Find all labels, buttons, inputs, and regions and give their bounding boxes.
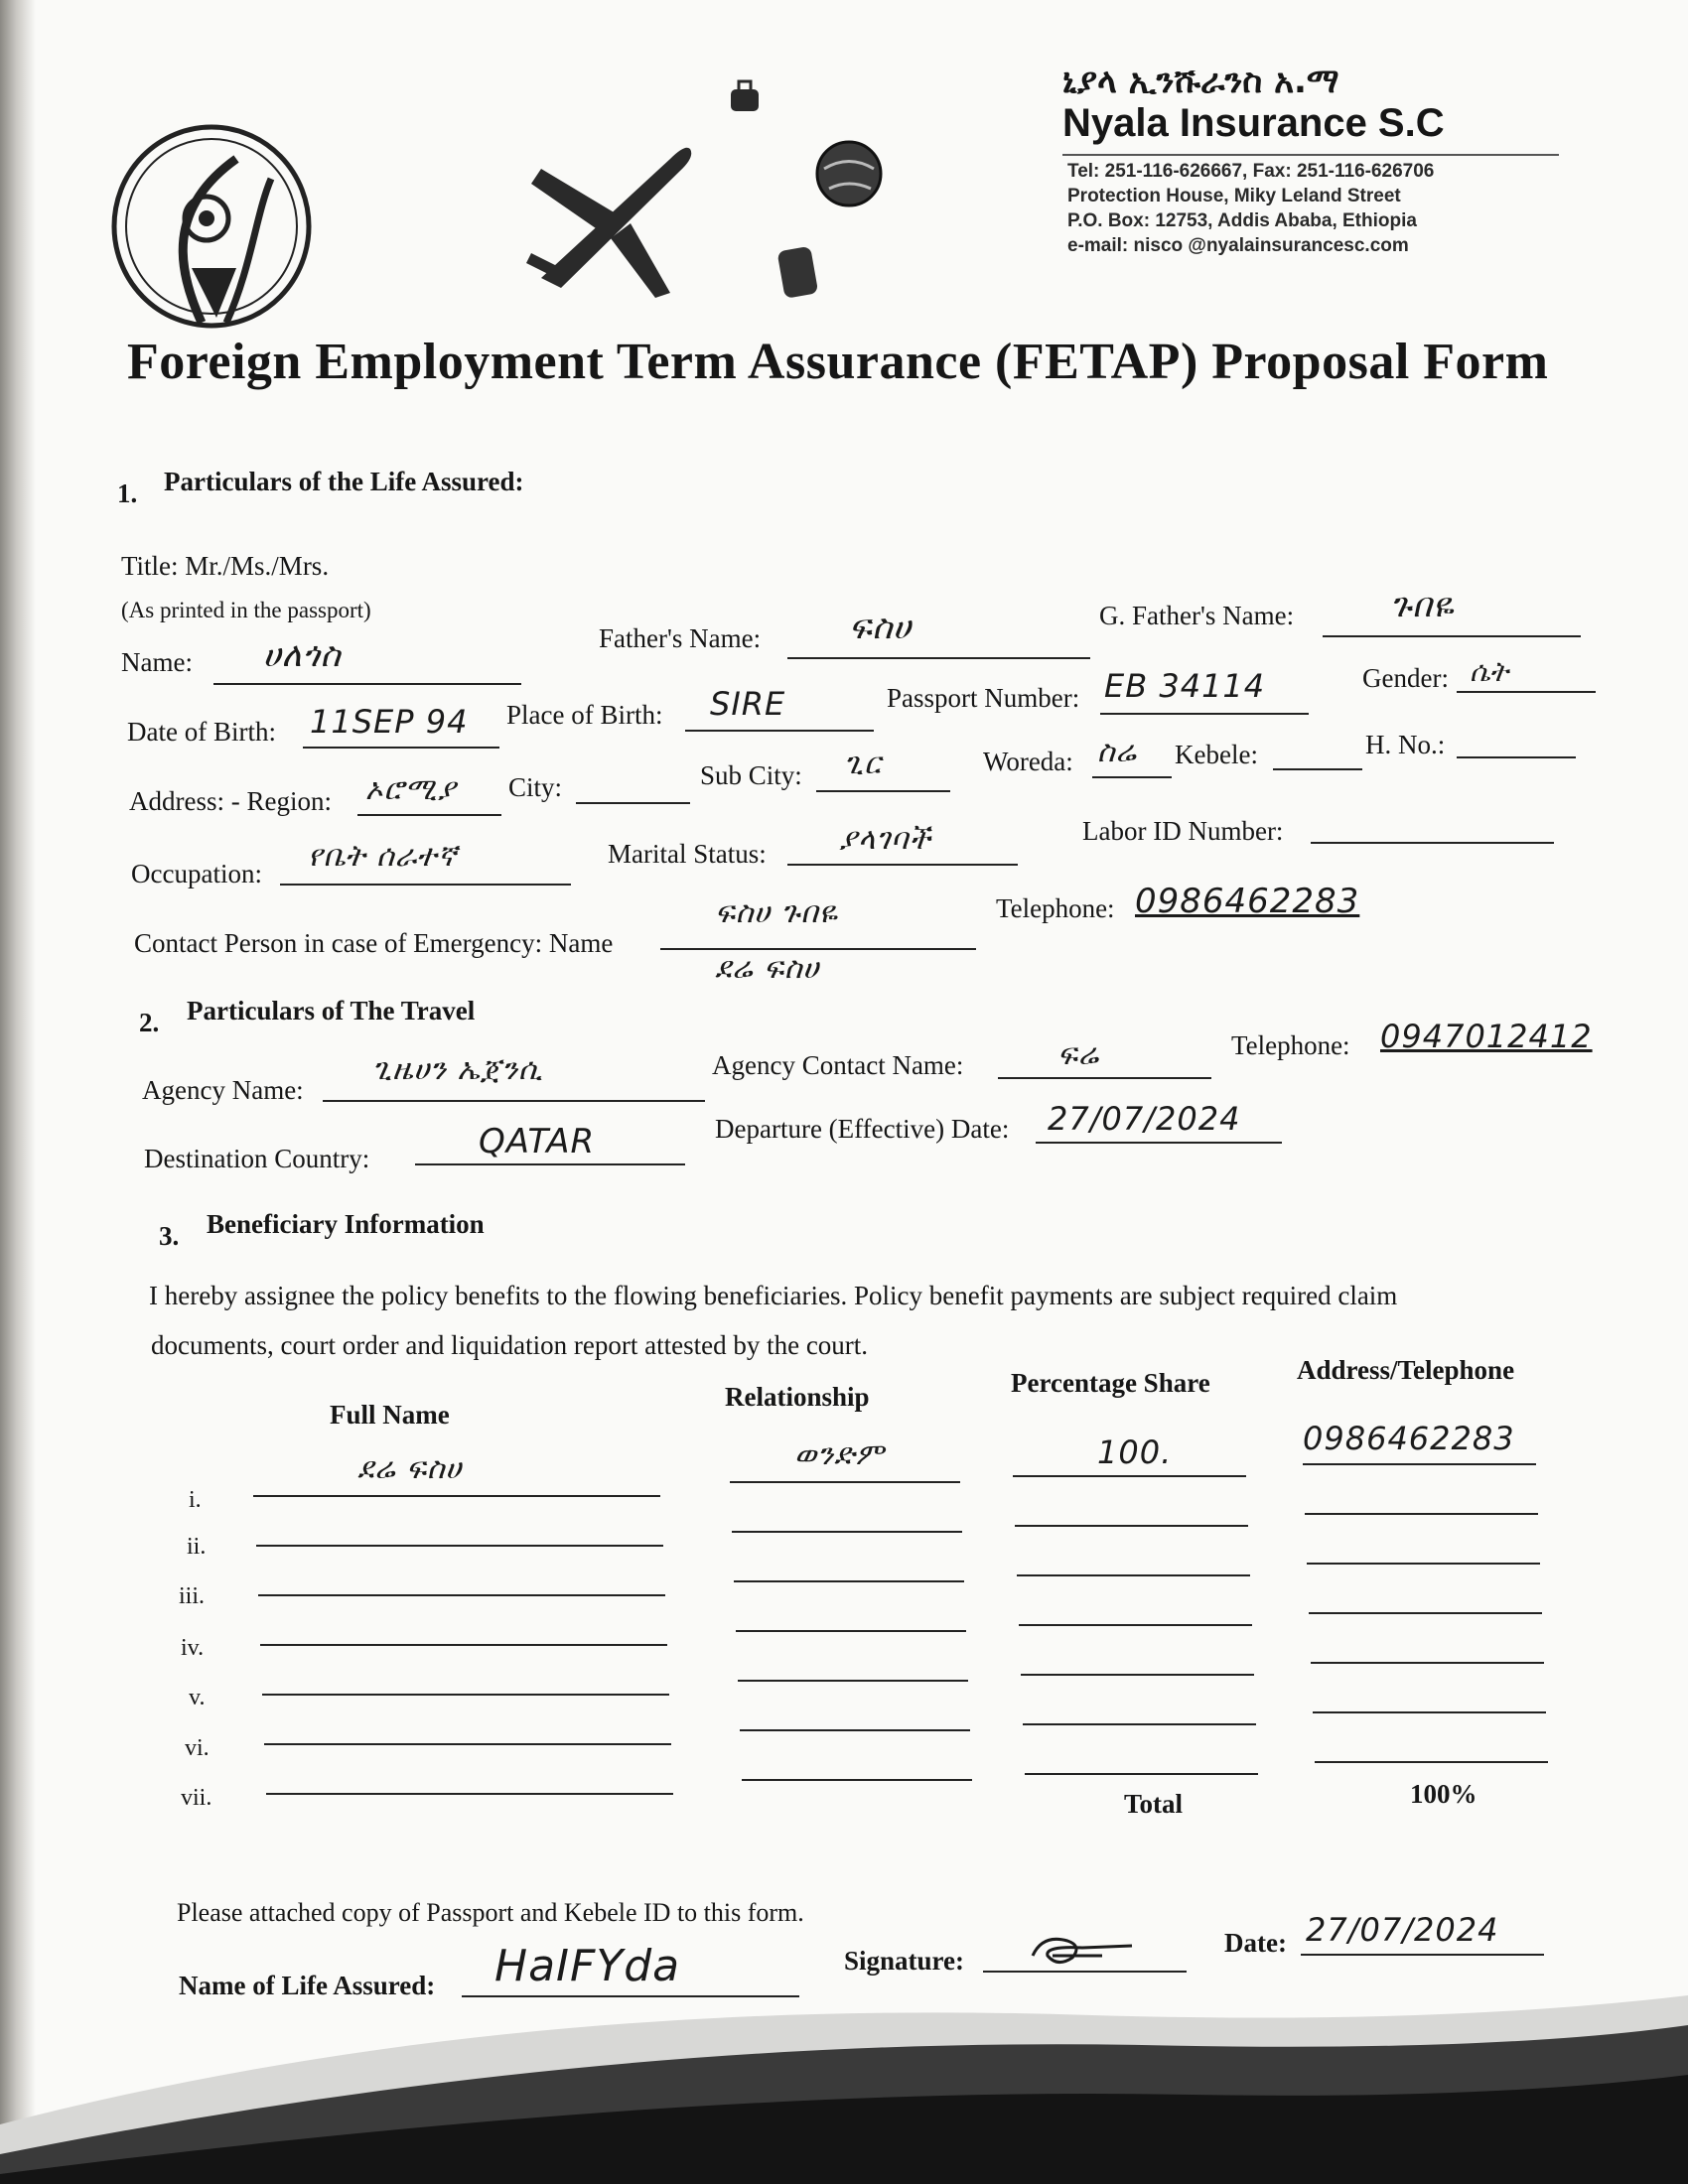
dob-value[interactable]: 11SEP 94 (310, 703, 469, 741)
section2-heading: Particulars of The Travel (187, 996, 476, 1025)
woreda-line (1092, 776, 1172, 778)
agency-name-value[interactable]: ጊዜሀን ኤጀንሲ (372, 1052, 544, 1087)
share-cell-line (1015, 1525, 1248, 1527)
gender-value[interactable]: ሴት (1470, 655, 1509, 688)
row-number: i. (189, 1487, 202, 1513)
total-value: 100% (1410, 1779, 1477, 1809)
pob-line (685, 730, 874, 732)
beneficiary-relationship-value[interactable]: ወንድም (794, 1437, 885, 1472)
departure-date-line (1036, 1142, 1282, 1144)
col-address-telephone: Address/Telephone (1297, 1355, 1515, 1385)
row-number: vi. (185, 1735, 210, 1761)
company-address: Protection House, Miky Leland Street (1067, 186, 1401, 206)
company-name-amharic: ኒያላ ኢንሹራንስ አ.ማ (1062, 62, 1339, 101)
agency-contact-line (998, 1077, 1211, 1079)
relationship-cell-line (730, 1481, 960, 1483)
city-label: City: (508, 772, 563, 802)
gender-line (1457, 691, 1596, 693)
share-cell-line (1013, 1475, 1246, 1477)
marital-status-label: Marital Status: (608, 839, 767, 869)
pob-label: Place of Birth: (506, 700, 663, 730)
contact-cell-line (1305, 1513, 1538, 1515)
relationship-cell-line (742, 1779, 972, 1781)
emergency-contact-value[interactable]: ፍስሀ ጉበዬ (715, 895, 838, 930)
pob-value[interactable]: SIRE (710, 685, 786, 723)
father-name-label: Father's Name: (599, 623, 762, 653)
subcity-line (816, 790, 950, 792)
globe-icon (809, 134, 889, 213)
share-cell-line (1017, 1574, 1250, 1576)
woreda-value[interactable]: ስሬ (1097, 735, 1137, 769)
subcity-value[interactable]: ጊር (844, 747, 882, 781)
agency-name-label: Agency Name: (142, 1075, 304, 1105)
nyala-logo-icon (107, 119, 316, 338)
agency-name-line (323, 1100, 705, 1102)
passport-number-label: Passport Number: (887, 683, 1080, 713)
dob-line (303, 747, 499, 749)
date-line (1301, 1954, 1544, 1956)
section1-number: 1. (117, 478, 138, 508)
occupation-line (280, 884, 571, 886)
date-value[interactable]: 27/07/2024 (1306, 1911, 1499, 1949)
destination-country-label: Destination Country: (144, 1144, 370, 1173)
contact-cell-line (1303, 1463, 1536, 1465)
contact-cell-line (1311, 1662, 1544, 1664)
gfather-name-value[interactable]: ጉበዬ (1390, 586, 1455, 625)
labor-id-label: Labor ID Number: (1082, 816, 1284, 846)
title-label: Title: Mr./Ms./Mrs. (121, 551, 330, 581)
section2-number: 2. (139, 1008, 160, 1037)
contact-cell-line (1313, 1711, 1546, 1713)
name-cell-line (262, 1694, 669, 1696)
contact-cell-line (1315, 1761, 1548, 1763)
agency-contact-value[interactable]: ፍሬ (1057, 1037, 1100, 1072)
kebele-line (1273, 768, 1362, 770)
beneficiary-name-value[interactable]: ደሬ ፍስሀ (357, 1451, 463, 1486)
passport-note: (As printed in the passport) (121, 598, 371, 622)
contact-cell-line (1307, 1563, 1540, 1565)
emergency-contact-value-2[interactable]: ደሬ ፍስሀ (715, 951, 820, 986)
signature-mark-icon[interactable] (1023, 1926, 1142, 1976)
city-line (576, 802, 690, 804)
airplane-icon (521, 129, 700, 298)
woreda-label: Woreda: (983, 747, 1073, 776)
destination-country-line (415, 1163, 685, 1165)
luggage-icon (725, 77, 767, 119)
region-value[interactable]: ኦሮሚያ (365, 772, 457, 807)
section3-heading: Beneficiary Information (207, 1209, 485, 1239)
company-po-box: P.O. Box: 12753, Addis Ababa, Ethiopia (1067, 210, 1417, 231)
agency-contact-label: Agency Contact Name: (712, 1050, 964, 1080)
father-name-value[interactable]: ፍስሀ (849, 608, 913, 647)
row-number: vii. (181, 1785, 212, 1811)
name-cell-line (258, 1594, 665, 1596)
col-percentage-share: Percentage Share (1011, 1368, 1210, 1398)
row-number: iv. (181, 1635, 205, 1661)
attach-note: Please attached copy of Passport and Kebele ID to this form. (177, 1898, 804, 1927)
destination-country-value[interactable]: QATAR (479, 1122, 596, 1161)
passport-number-value[interactable]: EB 34114 (1104, 667, 1266, 705)
share-cell-line (1019, 1624, 1252, 1626)
relationship-cell-line (732, 1531, 962, 1533)
header-divider (1062, 154, 1559, 156)
company-contact-info (1067, 159, 1434, 258)
relationship-cell-line (736, 1630, 966, 1632)
company-name: Nyala Insurance S.C (1062, 101, 1445, 145)
departure-date-value[interactable]: 27/07/2024 (1048, 1100, 1241, 1138)
section1-heading: Particulars of the Life Assured: (164, 467, 524, 496)
col-full-name: Full Name (330, 1400, 450, 1430)
region-label: Address: - Region: (129, 786, 332, 816)
marital-status-line (787, 864, 1018, 866)
share-cell-line (1023, 1723, 1256, 1725)
emergency-contact-line (660, 948, 976, 950)
name-field-line (213, 683, 521, 685)
form-title: Foreign Employment Term Assurance (FETAP) Proposal Form (127, 334, 1549, 390)
life-assured-name-value[interactable]: HaIFYda (494, 1941, 681, 1991)
departure-date-label: Departure (Effective) Date: (715, 1114, 1010, 1144)
emergency-telephone-label: Telephone: (996, 893, 1115, 923)
contact-cell-line (1309, 1612, 1542, 1614)
passport-number-line (1100, 713, 1309, 715)
occupation-value[interactable]: የቤት ሰራተኛ (308, 839, 458, 874)
region-line (357, 814, 501, 816)
relationship-cell-line (734, 1580, 964, 1582)
subcity-label: Sub City: (700, 760, 802, 790)
name-cell-line (256, 1545, 663, 1547)
section3-number: 3. (159, 1221, 180, 1251)
house-number-line (1457, 756, 1576, 758)
scan-edge-shadow (0, 0, 36, 2184)
house-number-label: H. No.: (1365, 730, 1446, 759)
name-value[interactable]: ሀለጎስ (263, 635, 342, 675)
father-name-line (787, 657, 1090, 659)
agency-telephone-value[interactable]: 0947012412 (1380, 1018, 1593, 1055)
relationship-cell-line (740, 1729, 970, 1731)
kebele-label: Kebele: (1175, 740, 1258, 769)
relationship-cell-line (738, 1680, 968, 1682)
gender-label: Gender: (1362, 663, 1449, 693)
marital-status-value[interactable]: ያላገባች (839, 822, 931, 857)
footer-wave-decoration (0, 1976, 1688, 2184)
labor-id-line (1311, 842, 1554, 844)
company-email: e-mail: nisco @nyalainsurancesc.com (1067, 235, 1409, 256)
beneficiary-statement-2: documents, court order and liquidation report attested by the court. (151, 1330, 869, 1360)
row-number: ii. (187, 1534, 207, 1560)
row-number: v. (189, 1685, 206, 1710)
name-cell-line (266, 1793, 673, 1795)
name-cell-line (260, 1644, 667, 1646)
emergency-contact-label: Contact Person in case of Emergency: Name (134, 928, 614, 958)
life-assured-name-label: Name of Life Assured: (179, 1971, 436, 2000)
date-label: Date: (1224, 1928, 1287, 1958)
agency-telephone-label: Telephone: (1231, 1030, 1350, 1060)
signature-label: Signature: (844, 1946, 965, 1976)
gfather-name-label: G. Father's Name: (1099, 601, 1295, 630)
name-cell-line (253, 1495, 660, 1497)
total-label: Total (1124, 1789, 1184, 1819)
beneficiary-contact-value[interactable]: 0986462283 (1303, 1420, 1515, 1457)
row-number: iii. (179, 1583, 206, 1609)
col-relationship: Relationship (725, 1382, 870, 1412)
occupation-label: Occupation: (131, 859, 262, 888)
company-tel-fax: Tel: 251-116-626667, Fax: 251-116-626706 (1067, 161, 1435, 182)
share-cell-line (1021, 1674, 1254, 1676)
name-label: Name: (121, 647, 193, 677)
share-cell-line (1025, 1773, 1258, 1775)
name-cell-line (264, 1743, 671, 1745)
beneficiary-share-value[interactable]: 100. (1097, 1433, 1173, 1471)
suitcase-icon (774, 238, 824, 303)
gfather-name-line (1323, 635, 1581, 637)
beneficiary-statement-1: I hereby assignee the policy benefits to the flowing beneficiaries. Policy benefit payments are subject required claim (149, 1281, 1398, 1310)
emergency-telephone-value[interactable]: 0986462283 (1135, 882, 1360, 921)
dob-label: Date of Birth: (127, 717, 276, 747)
